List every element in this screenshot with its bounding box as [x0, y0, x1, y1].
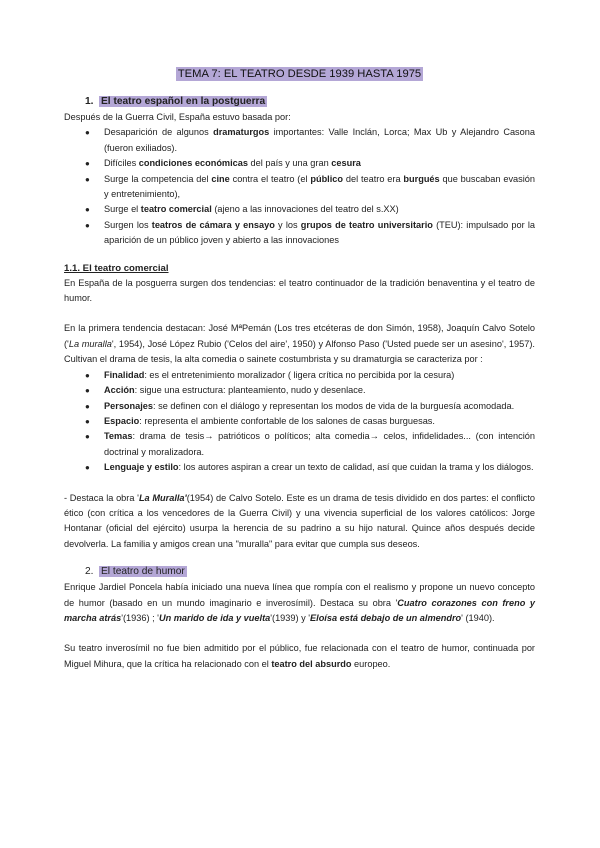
- list-item: ● Desaparición de algunos dramaturgos importantes: Valle Inclán, Lorca; Max Ub y Alejandro Casona (fueron exiliados).: [64, 125, 535, 156]
- characteristics-list: [64, 368, 535, 476]
- list-item: ● Lenguaje y estilo: los autores aspiran a crear un texto de calidad, así que cuidan la trama y los diálogos.: [64, 460, 535, 475]
- list-item: ● Surge la competencia del cine contra el teatro (el público del teatro era burgués que buscaban evasión y entretenimiento),: [64, 172, 535, 203]
- section-1-list: [64, 125, 535, 248]
- list-item: ● Personajes: se definen con el diálogo y representan los modos de vida de la burguesía acomodada.: [64, 399, 535, 414]
- la-muralla-paragraph: - Destaca la obra 'La Muralla'(1954) de Calvo Sotelo. Este es un drama de tesis dividido en dos partes: el conflicto ético (con crítica a los vencedores de la Guerra Civil) y una vivencia superficial de los valores católicos: Jorge Hontanar (oficial del ejército) usurpa la herencia de su padrino a su hijo natural. Quince años después decide devolverla. La familia y amigos crean una "muralla" para evitar que cumpla sus deseos.: [64, 492, 535, 549]
- list-item: ● Acción: sigue una estructura: planteamiento, nudo y desenlace.: [64, 383, 535, 398]
- section-1-1-heading: 1.1. El teatro comercial: [64, 262, 169, 274]
- list-item: ● Difíciles condiciones económicas del país y una gran cesura: [64, 156, 535, 171]
- section-2-paragraph-2: Su teatro inverosímil no fue bien admitido por el público, fue relacionada con el teatro de humor, continuada por Miguel Mihura, que la crítica ha relacionado con el teatro del absurdo europeo.: [64, 643, 535, 669]
- section-1-heading: 1. El teatro español en la postguerra: [85, 96, 266, 107]
- section-1-1-paragraph-2: En la primera tendencia destacan: José MªPemán (Los tres etcéteras de don Simón, 1958), Joaquín Calvo Sotelo ('La muralla', 1954), José López Rubio ('Celos del aire', 1950) y Alfonso Paso ('Usted puede ser un asesino', 1957). Cultivan el drama de tesis, la alta comedia o sainete costumbrista y su dramaturgia se caracteriza por :: [64, 323, 535, 365]
- list-item: ● Surge el teatro comercial (ajeno a las innovaciones del teatro del s.XX): [64, 202, 535, 217]
- document-page: [64, 66, 535, 672]
- section-1-intro: Después de la Guerra Civil, España estuvo basada por:: [64, 112, 291, 122]
- list-item: ● Temas: drama de tesis→ patrióticos o políticos; alta comedia→ celos, infidelidades... (con intención doctrinal y moralizadora.: [64, 429, 535, 460]
- section-2-paragraph-1: Enrique Jardiel Poncela había iniciado una nueva línea que rompía con el realismo y propone un nuevo concepto de humor (basado en un mundo imaginario e inverosímil). Destaca su obra 'Cuatro corazones con freno y marcha atrás'(1936) ; 'Un marido de ida y vuelta'(1939) y 'Eloísa está debajo de un almendro' (1940).: [64, 582, 536, 623]
- section-2-heading: 2. El teatro de humor: [85, 566, 185, 578]
- page-title: TEMA 7: EL TEATRO DESDE 1939 HASTA 1975: [177, 68, 422, 80]
- section-1-1-paragraph-1: En España de la posguerra surgen dos tendencias: el teatro continuador de la tradición benaventina y el teatro de humor.: [64, 277, 535, 304]
- list-item: ● Finalidad: es el entretenimiento moralizador ( ligera crítica no percibida por la cesura): [64, 368, 535, 383]
- list-item: ● Espacio: representa el ambiente confortable de los salones de casas burguesas.: [64, 414, 535, 429]
- list-item: ● Surgen los teatros de cámara y ensayo y los grupos de teatro universitario (TEU): impulsado por la aparición de un público joven y abierto a las innovaciones: [64, 218, 535, 249]
